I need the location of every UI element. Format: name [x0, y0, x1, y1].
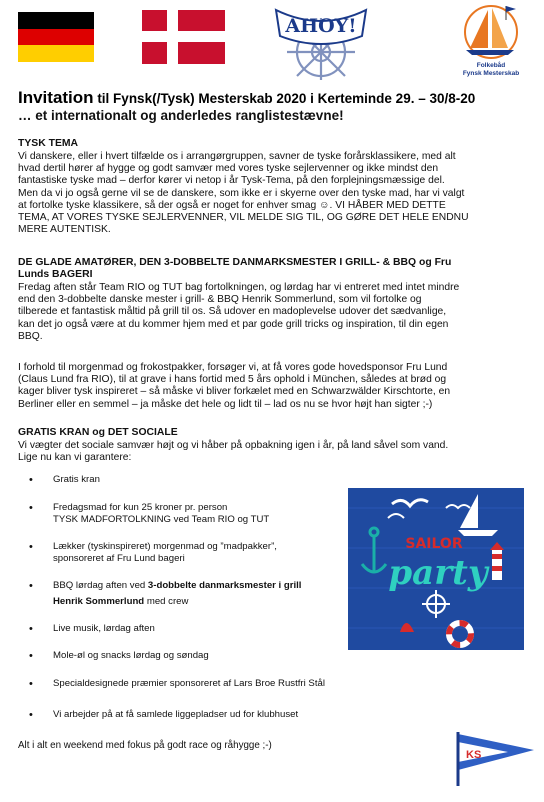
body-line: Berliner eller en semmel – ja måske det hele og lidt til – lad os nu se hvor højt han sigter ;-)	[18, 398, 433, 410]
body-line: Lige nu kan vi garantere:	[18, 452, 132, 464]
danish-flag	[142, 10, 225, 64]
body-line: BBQ.	[18, 330, 43, 342]
gratis-kran-heading: GRATIS KRAN og DET SOCIALE	[18, 427, 178, 438]
body-line: fantastiske tyske mad – derfor kører vi netop i år Tysk-Tema, på den forplejningsmæssige del.	[18, 175, 445, 187]
logo-text-line2: Fynsk Mesterskab	[462, 70, 520, 77]
folkebaad-logo	[446, 2, 536, 80]
bullet-icon: •	[29, 623, 33, 635]
bullet-icon: •	[29, 474, 33, 486]
ks-text: KS	[466, 749, 482, 761]
gratis-kran-body	[18, 440, 530, 464]
body-line: Vi vægter det sociale samvær højt og vi håber på opbakning igen i år, på land såvel som vand.	[18, 440, 449, 451]
bullet-icon: •	[29, 678, 33, 690]
bullet-icon: •	[29, 502, 33, 514]
party-word1: SAILOR	[405, 536, 463, 552]
party-word2: party	[388, 553, 488, 593]
heading-line: Lunds BAGERI	[18, 269, 93, 280]
glade-amatorer-body	[18, 282, 530, 343]
body-line: Fredag aften står Team RIO og TUT bag fortolkningen, og lørdag har vi entreret med intet mindre	[18, 282, 460, 293]
body-line: (Claus Lund fra RIO), til at grave i hans fortid med 5 års ophold i München, således at brød og	[18, 374, 447, 386]
heading-line: DE GLADE AMATØRER, DEN 3-DOBBELTE DANMARKSMESTER I GRILL- & BBQ og Fru	[18, 257, 452, 268]
tysk-tema-heading: TYSK TEMA	[18, 138, 79, 149]
body-line: kager bliver tysk inspireret – så måske vi bliver forkælet med en Schwarzwälder Kirschtorte, en	[18, 386, 451, 398]
body-line: tilberede et fantastisk måltid på grill til os. Så udover en madoplevelse udover det sædvanlige,	[18, 306, 447, 318]
logo-text-line1: Folkebåd	[476, 62, 506, 69]
bullet-icon: •	[29, 580, 33, 592]
invitation-word: Invitation	[18, 88, 94, 107]
ks-pennant	[454, 730, 538, 788]
invitation-title	[18, 88, 533, 109]
body-line: I forhold til morgenmad og frokostpakker, forsøger vi, at få vores gode hovedsponsor Fru Lund	[18, 362, 448, 373]
closing-line: Alt i alt en weekend med fokus på godt race og råhygge ;-)	[18, 740, 272, 751]
invitation-rest: til Fynsk(/Tysk) Mesterskab 2020 i Kerteminde 29. – 30/8-20	[93, 91, 476, 106]
german-flag	[18, 12, 94, 62]
body-line: hvad dertil hører af hygge og godt samvær med vores tyske sejlervenner og ikke mindst den	[18, 163, 439, 175]
body-line: at fortolke tyske klassikere, så der også er noget for enhver smag ☺. VI HÅBER MED DETTE	[18, 199, 446, 211]
tysk-tema-body	[18, 151, 530, 236]
body-line: Men da vi jo også gerne vil se de danskere, som ikke er i skyerne over den tyske mad, har vi valgt	[18, 187, 465, 199]
bullet-icon: •	[29, 709, 33, 721]
glade-amatorer-heading	[18, 257, 530, 281]
bullet-icon: •	[29, 650, 33, 662]
bullet-icon: •	[29, 541, 33, 553]
body-line: Vi danskere, eller i hvert tilfælde os i arrangørgruppen, savner de tyske forårsklassikere, med alt	[18, 151, 456, 162]
morgenmad-body	[18, 362, 530, 411]
sailor-party-image	[348, 488, 524, 650]
ahoy-logo	[256, 2, 386, 80]
invitation-subtitle: … et internationalt og anderledes ranglistestævne!	[18, 108, 344, 123]
body-line: kan det jo også være at du kommer hjem med et par gode grill tricks og inspiration, til din egen	[18, 318, 449, 330]
ahoy-text: AHOY!	[285, 15, 357, 37]
body-line: end den 3-dobbelte danske mester i grill- & BBQ Henrik Sommerlund, som vil fortolke og	[18, 294, 422, 306]
body-line: TEMA, AT VORES TYSKE SEJLERVENNER, VIL MELDE SIG TIL, OG GØRE DET HELE ENDNU	[18, 212, 469, 224]
body-line: MERE AUTENTISK.	[18, 224, 111, 236]
